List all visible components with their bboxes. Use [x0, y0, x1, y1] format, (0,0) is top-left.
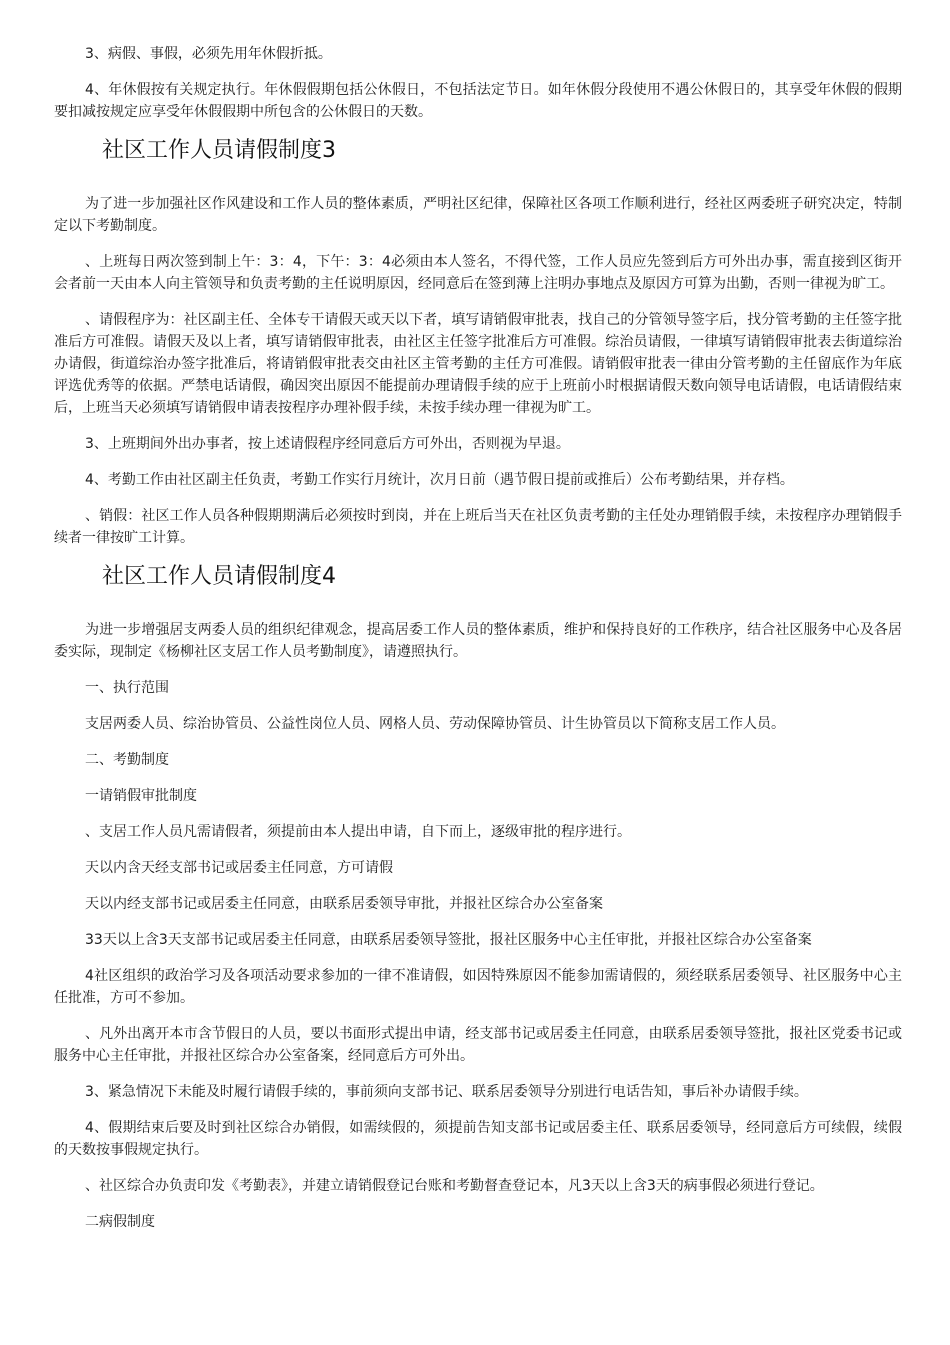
paragraph: 4、考勤工作由社区副主任负责，考勤工作实行月统计，次月日前（遇节假日提前或推后）公布考勤结果，并存档。 — [85, 472, 794, 488]
paragraph: 3、上班期间外出办事者，按上述请假程序经同意后方可外出，否则视为早退。 — [85, 436, 570, 452]
paragraph: 3、紧急情况下未能及时履行请假手续的，事前须向支部书记、联系居委领导分别进行电话告知，事后补办请假手续。 — [85, 1084, 808, 1100]
paragraph: 、支居工作人员凡需请假者，须提前由本人提出申请，自下而上，逐级审批的程序进行。 — [85, 824, 631, 840]
paragraph: 天以内含天经支部书记或居委主任同意，方可请假 — [85, 860, 393, 876]
paragraph: 为进一步增强居支两委人员的组织纪律观念，提高居委工作人员的整体素质，维护和保持良好的工作秩序，结合社区服务中心及各居委实际，现制定《杨柳社区支居工作人员考勤制度》，请遵照执行。 — [54, 622, 902, 660]
paragraph: 33天以上含3天支部书记或居委主任同意，由联系居委领导签批，报社区服务中心主任审批，并报社区综合办公室备案 — [85, 932, 812, 948]
paragraph: 天以内经支部书记或居委主任同意，由联系居委领导审批，并报社区综合办公室备案 — [85, 896, 603, 912]
paragraph: 4、年休假按有关规定执行。年休假假期包括公休假日，不包括法定节日。如年休假分段使用不遇公休假日的，其享受年休假的假期要扣减按规定应享受年休假假期中所包含的公休假日的天数。 — [54, 82, 902, 120]
paragraph: 、社区综合办负责印发《考勤表》，并建立请销假登记台账和考勤督查登记本，凡3天以上含3天的病事假必须进行登记。 — [85, 1178, 824, 1194]
paragraph: 为了进一步加强社区作风建设和工作人员的整体素质，严明社区纪律，保障社区各项工作顺利进行，经社区两委班子研究决定，特制定以下考勤制度。 — [54, 196, 902, 234]
paragraph: 、请假程序为：社区副主任、全体专干请假天或天以下者，填写请销假审批表，找自己的分管领导签字后，找分管考勤的主任签字批准后方可准假。请假天及以上者，填写请销假审批表，由社区主任签字批准后方可准假。综治员请假，一律填写请销假审批表去街道综治办请假，街道综治办签字批准后，将请销假审批表交由社区主管考勤的主任方可准假。请销假审批表一律由分管考勤的主任留底作为年底评选优秀等的依据。严禁电话请假，确因突出原因不能提前办理请假手续的应于上班前小时根据请假天数向领导电话请假，电话请假结束后，上班当天必须填写请销假申请表按程序办理补假手续，未按手续办理一律视为旷工。 — [54, 312, 902, 416]
paragraph: 4、假期结束后要及时到社区综合办销假，如需续假的，须提前告知支部书记或居委主任、联系居委领导，经同意后方可续假，续假的天数按事假规定执行。 — [54, 1120, 902, 1158]
paragraph: 4社区组织的政治学习及各项活动要求参加的一律不准请假，如因特殊原因不能参加需请假的，须经联系居委领导、社区服务中心主任批准，方可不参加。 — [54, 968, 902, 1006]
paragraph: 二、考勤制度 — [85, 752, 169, 768]
paragraph: 一请销假审批制度 — [85, 788, 197, 804]
section-heading: 社区工作人员请假制度3 — [102, 138, 336, 163]
paragraph: 3、病假、事假，必须先用年休假折抵。 — [85, 46, 332, 62]
paragraph: 、销假：社区工作人员各种假期期满后必须按时到岗，并在上班后当天在社区负责考勤的主任处办理销假手续，未按程序办理销假手续者一律按旷工计算。 — [54, 508, 902, 546]
section-heading: 社区工作人员请假制度4 — [102, 564, 336, 589]
paragraph: 支居两委人员、综治协管员、公益性岗位人员、网格人员、劳动保障协管员、计生协管员以下简称支居工作人员。 — [85, 716, 785, 732]
paragraph: 、凡外出离开本市含节假日的人员，要以书面形式提出申请，经支部书记或居委主任同意，由联系居委领导签批，报社区党委书记或服务中心主任审批，并报社区综合办公室备案，经同意后方可外出。 — [54, 1026, 902, 1064]
paragraph: 一、执行范围 — [85, 680, 169, 696]
paragraph: 、上班每日两次签到制上午：3：4，下午：3：4必须由本人签名，不得代签，工作人员应先签到后方可外出办事，需直接到区街开会者前一天由本人向主管领导和负责考勤的主任说明原因，经同意后在签到薄上注明办事地点及原因方可算为出勤，否则一律视为旷工。 — [54, 254, 902, 292]
paragraph: 二病假制度 — [85, 1214, 155, 1230]
